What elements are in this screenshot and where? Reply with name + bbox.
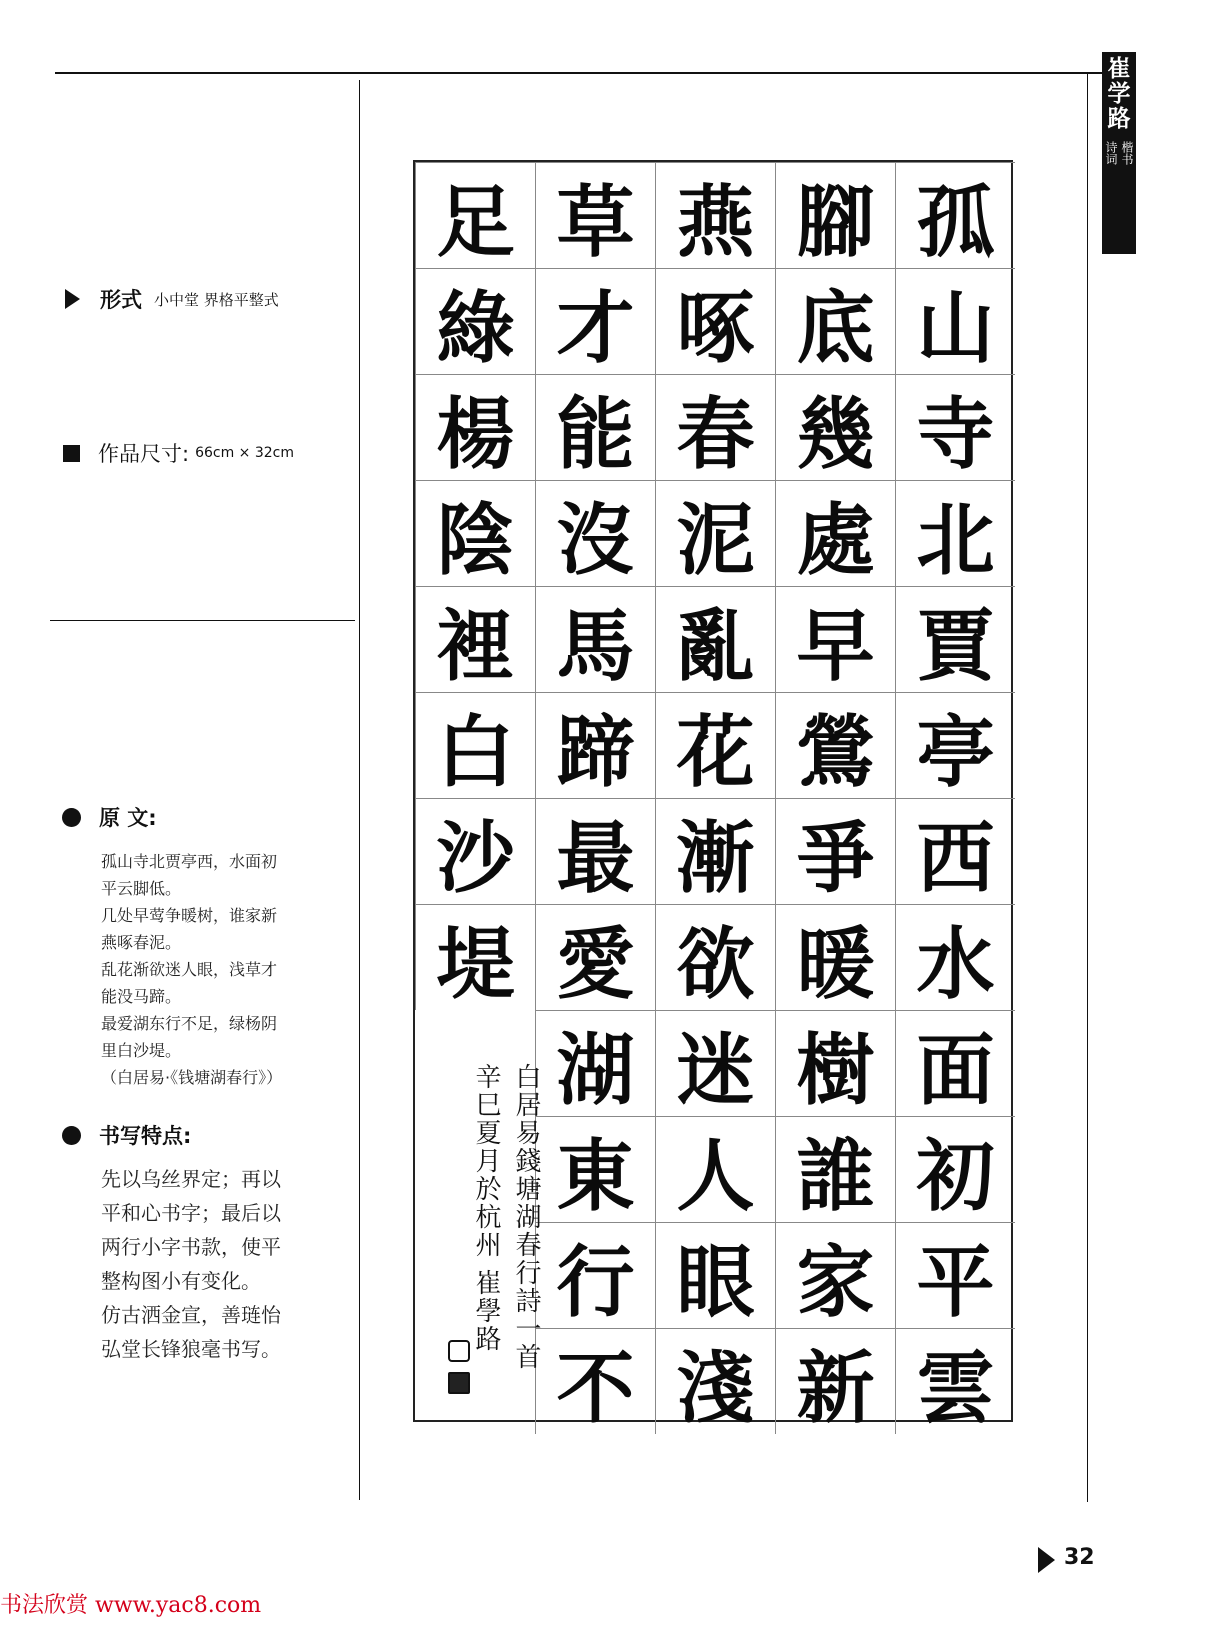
calligraphy-character: 行 bbox=[535, 1222, 655, 1328]
poem-line: 乱花渐欲迷人眼，浅草才 bbox=[101, 960, 278, 979]
calligraphy-character: 幾 bbox=[775, 374, 895, 480]
calligraphy-character: 草 bbox=[535, 162, 655, 268]
features-line: 仿古洒金宣，善琏怡 bbox=[101, 1303, 281, 1327]
calligraphy-character: 山 bbox=[895, 268, 1015, 374]
calligraphy-character: 白 bbox=[415, 692, 535, 798]
calligraphy-character: 平 bbox=[895, 1222, 1015, 1328]
book-side-tab bbox=[1102, 52, 1136, 254]
calligraphy-character: 花 bbox=[655, 692, 775, 798]
site-watermark: 书法欣赏 www.yac8.com bbox=[0, 1593, 262, 1618]
poem-line: 能没马蹄。 bbox=[101, 987, 182, 1006]
circle-bullet-icon bbox=[62, 1126, 81, 1145]
calligraphy-character: 西 bbox=[895, 798, 1015, 904]
features-line: 整构图小有变化。 bbox=[101, 1269, 261, 1293]
poem-line: 几处早莺争暖树，谁家新 bbox=[101, 906, 278, 925]
calligraphy-character: 堤 bbox=[415, 904, 535, 1010]
size-row bbox=[63, 438, 294, 468]
right-margin-rule bbox=[1087, 74, 1088, 1502]
calligraphy-character: 暖 bbox=[775, 904, 895, 1010]
size-label: 作品尺寸: bbox=[98, 442, 190, 466]
category-labels bbox=[1104, 141, 1134, 165]
calligraphy-character: 新 bbox=[775, 1328, 895, 1434]
calligraphy-character: 鶯 bbox=[775, 692, 895, 798]
features-label: 书写特点: bbox=[99, 1124, 192, 1148]
calligraphy-character: 陰 bbox=[415, 480, 535, 586]
calligraphy-character: 孤 bbox=[895, 162, 1015, 268]
square-bullet-icon bbox=[63, 445, 80, 462]
calligraphy-character: 不 bbox=[535, 1328, 655, 1434]
calligraphy-character: 愛 bbox=[535, 904, 655, 1010]
calligraphy-character: 面 bbox=[895, 1010, 1015, 1116]
seal-stamp-icon bbox=[448, 1340, 470, 1362]
calligraphy-character: 蹄 bbox=[535, 692, 655, 798]
calligraphy-character: 早 bbox=[775, 586, 895, 692]
calligraphy-character: 馬 bbox=[535, 586, 655, 692]
poem-line: 平云脚低。 bbox=[101, 879, 182, 898]
writing-features-text bbox=[101, 1162, 311, 1366]
circle-bullet-icon bbox=[62, 808, 81, 827]
calligraphy-character: 迷 bbox=[655, 1010, 775, 1116]
calligraphy-character: 底 bbox=[775, 268, 895, 374]
features-line: 先以乌丝界定；再以 bbox=[101, 1167, 281, 1191]
calligraphy-character: 春 bbox=[655, 374, 775, 480]
calligraphy-character: 淺 bbox=[655, 1328, 775, 1434]
category-genre: 诗词 bbox=[1104, 141, 1118, 165]
seal-stamp-icon bbox=[448, 1372, 470, 1394]
calligraphy-character: 亂 bbox=[655, 586, 775, 692]
original-text-row bbox=[62, 802, 157, 832]
format-row bbox=[65, 284, 279, 314]
poem-source: （白居易·《钱塘湖春行》） bbox=[101, 1068, 283, 1087]
calligraphy-character: 湖 bbox=[535, 1010, 655, 1116]
calligraphy-character: 欲 bbox=[655, 904, 775, 1010]
size-value: 66cm × 32cm bbox=[195, 445, 295, 461]
poem-line: 里白沙堤。 bbox=[101, 1041, 182, 1060]
poem-line: 燕啄春泥。 bbox=[101, 933, 182, 952]
calligraphy-character: 眼 bbox=[655, 1222, 775, 1328]
poem-text bbox=[101, 848, 311, 1091]
features-row bbox=[62, 1120, 191, 1150]
poem-line: 孤山寺北贾亭西，水面初 bbox=[101, 852, 278, 871]
inscription-line: 辛巳夏月於杭州 崔學路 bbox=[471, 1063, 501, 1354]
calligraphy-character: 北 bbox=[895, 480, 1015, 586]
page-number: 32 bbox=[1064, 1545, 1095, 1570]
calligraphy-character: 腳 bbox=[775, 162, 895, 268]
top-rule bbox=[55, 72, 1103, 74]
calligraphy-character: 能 bbox=[535, 374, 655, 480]
calligraphy-character: 處 bbox=[775, 480, 895, 586]
features-line: 平和心书字；最后以 bbox=[101, 1201, 281, 1225]
calligraphy-character: 沙 bbox=[415, 798, 535, 904]
triangle-bullet-icon bbox=[65, 289, 80, 309]
calligraphy-character: 足 bbox=[415, 162, 535, 268]
page-arrow-icon bbox=[1038, 1547, 1055, 1573]
format-label: 形式 bbox=[100, 288, 142, 312]
calligraphy-character: 啄 bbox=[655, 268, 775, 374]
author-name: 崔学路 bbox=[1107, 55, 1131, 132]
calligraphy-character: 人 bbox=[655, 1116, 775, 1222]
calligraphy-character: 爭 bbox=[775, 798, 895, 904]
calligraphy-character: 樹 bbox=[775, 1010, 895, 1116]
calligraphy-character: 家 bbox=[775, 1222, 895, 1328]
calligraphy-character: 水 bbox=[895, 904, 1015, 1010]
inscription-line: 白居易錢塘湖春行詩一首 bbox=[511, 1063, 541, 1371]
calligraphy-character: 才 bbox=[535, 268, 655, 374]
calligraphy-character: 東 bbox=[535, 1116, 655, 1222]
center-divider bbox=[359, 80, 360, 1500]
calligraphy-character: 泥 bbox=[655, 480, 775, 586]
calligraphy-character: 寺 bbox=[895, 374, 1015, 480]
calligraphy-character: 綠 bbox=[415, 268, 535, 374]
features-line: 两行小字书款，使平 bbox=[101, 1235, 281, 1259]
calligraphy-character: 初 bbox=[895, 1116, 1015, 1222]
features-line: 弘堂长锋狼毫书写。 bbox=[101, 1337, 281, 1361]
calligraphy-character: 誰 bbox=[775, 1116, 895, 1222]
calligraphy-character: 沒 bbox=[535, 480, 655, 586]
format-value: 小中堂 界格平整式 bbox=[154, 290, 279, 309]
calligraphy-character: 漸 bbox=[655, 798, 775, 904]
poem-line: 最爱湖东行不足，绿杨阴 bbox=[101, 1014, 278, 1033]
calligraphy-character: 最 bbox=[535, 798, 655, 904]
calligraphy-character: 燕 bbox=[655, 162, 775, 268]
category-script: 楷书 bbox=[1120, 141, 1134, 165]
calligraphy-character: 亭 bbox=[895, 692, 1015, 798]
calligraphy-character: 雲 bbox=[895, 1328, 1015, 1434]
calligraphy-character: 賈 bbox=[895, 586, 1015, 692]
original-text-label: 原 文: bbox=[99, 806, 157, 830]
left-section-rule bbox=[50, 620, 355, 621]
calligraphy-character: 裡 bbox=[415, 586, 535, 692]
calligraphy-character: 楊 bbox=[415, 374, 535, 480]
